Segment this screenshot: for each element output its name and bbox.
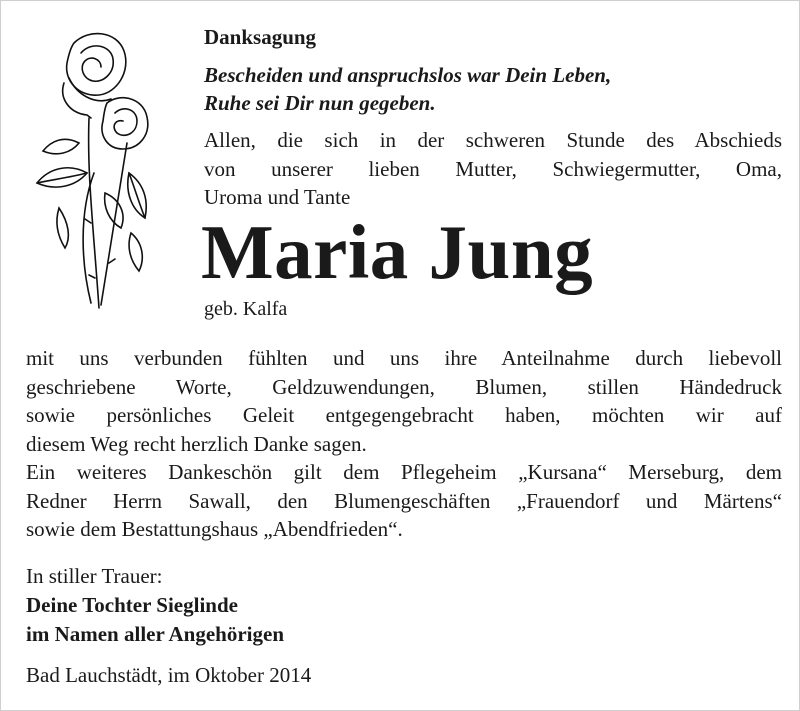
deceased-name: Maria Jung — [201, 209, 594, 295]
body-line: mit uns verbunden fühlten und uns ihre Anteilnahme durch liebevoll — [26, 346, 782, 370]
body-line: sowie dem Bestattungshaus „Abendfrieden“. — [26, 517, 403, 541]
motto-line: Bescheiden und anspruchslos war Dein Leben, — [204, 63, 612, 87]
maiden-name: geb. Kalfa — [204, 298, 288, 320]
mourners-signature — [26, 562, 284, 649]
body-line: diesem Weg recht herzlich Danke sagen. — [26, 431, 367, 456]
intro-line: Uroma und Tante — [204, 185, 351, 209]
body-line: Ein weiteres Dankeschön gilt dem Pflegeheim „Kursana“ Merseburg, dem — [26, 460, 782, 484]
intro-paragraph — [204, 126, 782, 212]
place-and-date: Bad Lauchstädt, im Oktober 2014 — [26, 663, 312, 687]
heading-danksagung: Danksagung — [204, 25, 317, 49]
body-line: geschriebene Worte, Geldzuwendungen, Blumen, stillen Händedruck — [26, 374, 782, 399]
mourners-intro: In stiller Trauer: — [26, 564, 163, 588]
thanks-paragraph — [26, 344, 782, 544]
mourners-line: Deine Tochter Sieglinde — [26, 593, 238, 617]
intro-line: von unserer lieben Mutter, Schwiegermutter, Oma, — [204, 156, 782, 181]
body-line: sowie persönliches Geleit entgegengebracht haben, möchten wir auf — [26, 403, 782, 427]
rose-illustration — [19, 23, 159, 313]
intro-line: Allen, die sich in der schweren Stunde des Abschieds — [204, 128, 782, 152]
motto-line: Ruhe sei Dir nun gegeben. — [204, 91, 436, 115]
motto-verse — [204, 61, 611, 117]
mourners-line: im Namen aller Angehörigen — [26, 622, 285, 646]
body-line: Redner Herrn Sawall, den Blumengeschäften „Frauendorf und Märtens“ — [26, 488, 782, 513]
